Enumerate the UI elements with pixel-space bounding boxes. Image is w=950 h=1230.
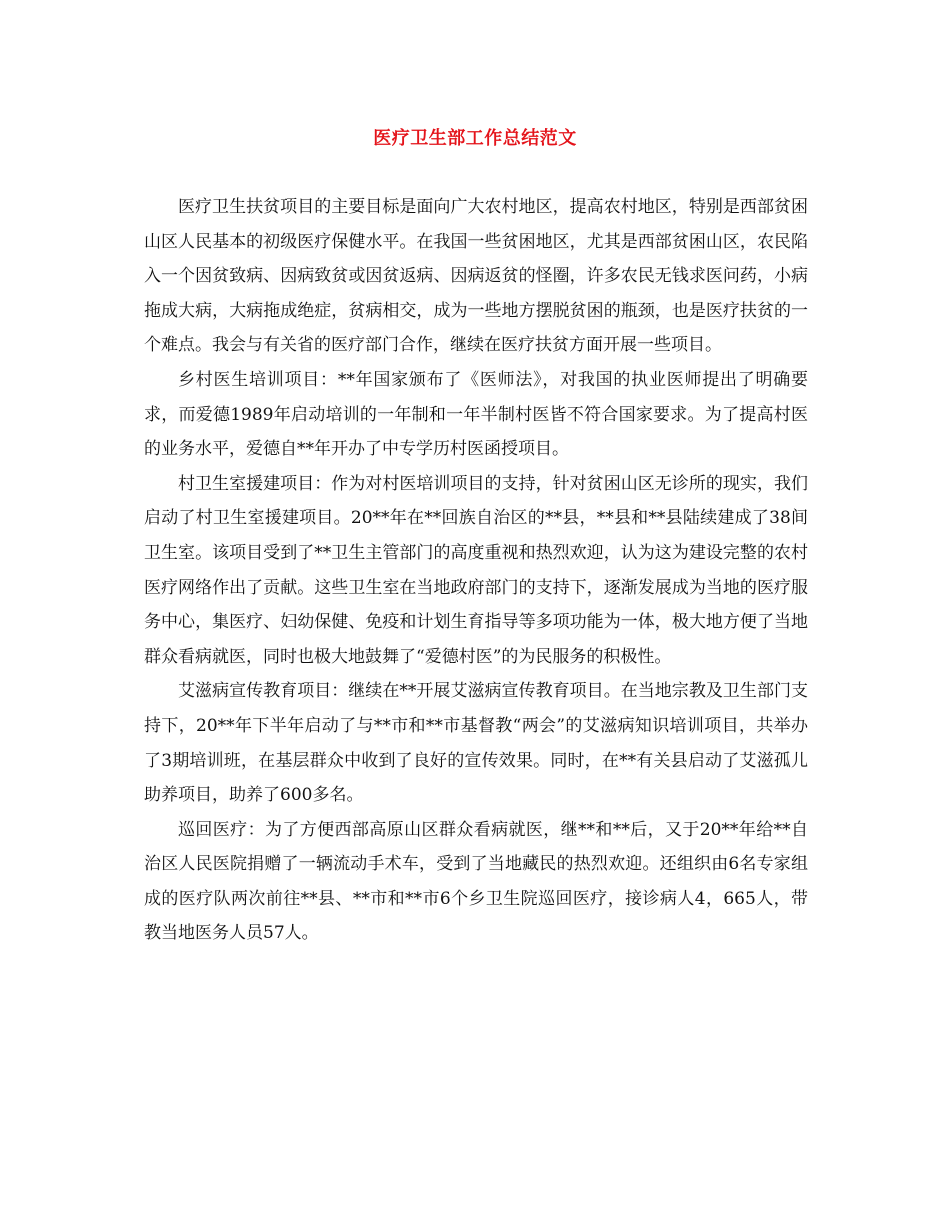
- paragraph-mobile-medical: 巡回医疗：为了方便西部高原山区群众看病就医，继**和**后，又于20**年给**自治区人民医院捐赠了一辆流动手术车，受到了当地藏民的热烈欢迎。还组织由6名专家组成的医疗队两次前往**县、**市和**市6个乡卫生院巡回医疗，接诊病人4，665人，带教当地医务人员57人。: [144, 819, 808, 944]
- paragraph-aids-education: 艾滋病宣传教育项目：继续在**开展艾滋病宣传教育项目。在当地宗教及卫生部门支持下，20**年下半年启动了与**市和**市基督教“两会”的艾滋病知识培训项目，共举办了3期培训班，在基层群众中收到了良好的宣传效果。同时，在**有关县启动了艾滋孤儿助养项目，助养了600多名。: [144, 681, 808, 806]
- paragraph-village-doctor-training: 乡村医生培训项目：**年国家颁布了《医师法》，对我国的执业医师提出了明确要求，而爱德1989年启动培训的一年制和一年半制村医皆不符合国家要求。为了提高村医的业务水平，爱德自**年开办了中专学历村医函授项目。: [144, 369, 808, 460]
- paragraph-poverty-relief-intro: 医疗卫生扶贫项目的主要目标是面向广大农村地区，提高农村地区，特别是西部贫困山区人民基本的初级医疗保健水平。在我国一些贫困地区，尤其是西部贫困山区，农民陷入一个因贫致病、因病致贫或因贫返病、因病返贫的怪圈，许多农民无钱求医问药，小病拖成大病，大病拖成绝症，贫病相交，成为一些地方摆脱贫困的瓶颈，也是医疗扶贫的一个难点。我会与有关省的医疗部门合作，继续在医疗扶贫方面开展一些项目。: [144, 197, 808, 356]
- document-title: 医疗卫生部工作总结范文: [373, 128, 577, 149]
- paragraph-clinic-construction: 村卫生室援建项目：作为对村医培训项目的支持，针对贫困山区无诊所的现实，我们启动了村卫生室援建项目。20**年在**回族自治区的**县，**县和**县陆续建成了38间卫生室。该项目受到了**卫生主管部门的高度重视和热烈欢迎，认为这为建设完整的农村医疗网络作出了贡献。这些卫生室在当地政府部门的支持下，逐渐发展成为当地的医疗服务中心，集医疗、妇幼保健、免疫和计划生育指导等多项功能为一体，极大地方便了当地群众看病就医，同时也极大地鼓舞了“爱德村医”的为民服务的积极性。: [144, 473, 808, 667]
- document-body: [144, 190, 808, 951]
